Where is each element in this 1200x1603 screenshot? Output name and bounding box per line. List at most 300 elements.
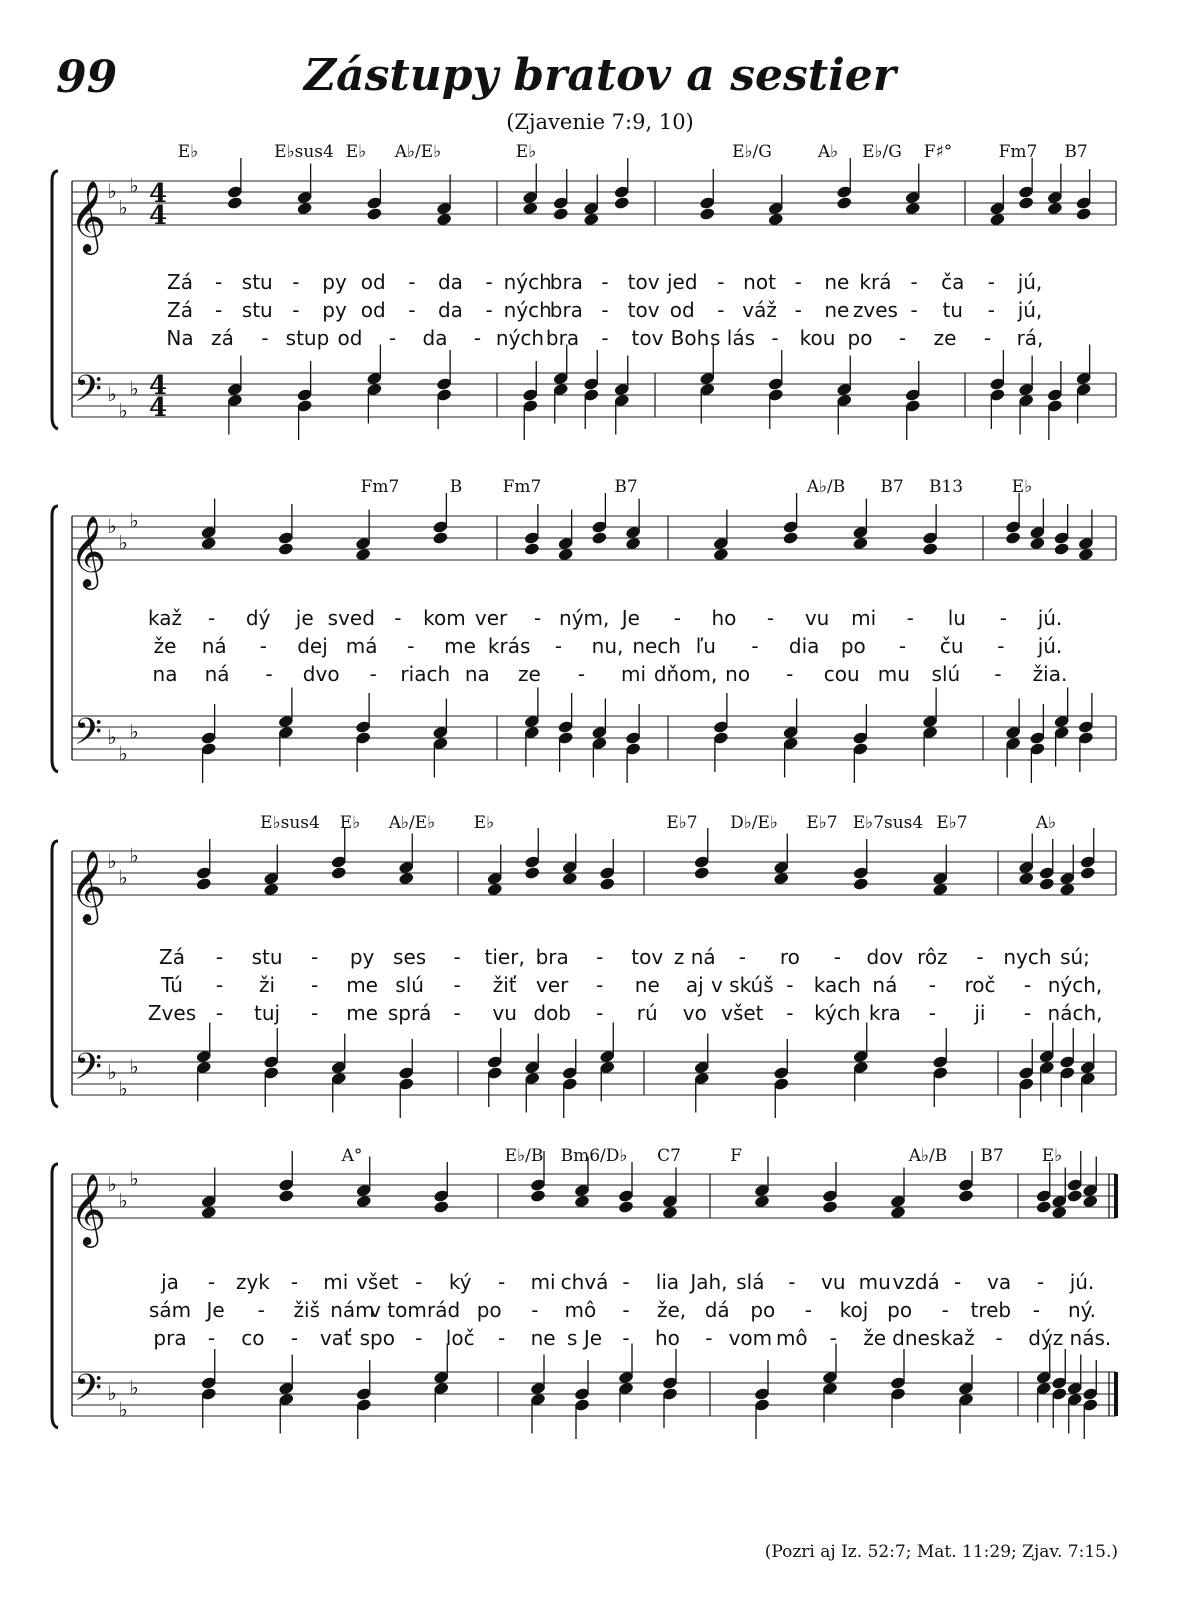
system-2-verse-3-syllable: - [369, 662, 377, 686]
system-1-verse-1-syllable: Zá [167, 270, 193, 294]
system-4-verse-3-syllable: loč [445, 1326, 475, 1350]
system-2-verse-1-syllable: dý [245, 606, 271, 630]
system-2-verse-3-syllable: na [152, 662, 178, 686]
system-2-chord-symbol: E♭ [1011, 477, 1033, 497]
system-3-verse-2-syllable: v skúš [710, 973, 774, 997]
system-1-treble-notehead [366, 207, 383, 221]
system-1-key-flat-icon: ♭ [129, 376, 139, 401]
system-1-bass-clef-icon: 𝄢 [73, 368, 103, 419]
system-3-verse-1-syllable: py [349, 945, 375, 969]
system-4-chord-symbol: A♭/B [908, 1146, 948, 1166]
system-2-treble-notehead [922, 542, 939, 556]
system-1-treble-notehead [1075, 207, 1092, 221]
system-2-verse-3-syllable: riach [400, 662, 451, 686]
system-4-treble-notehead [278, 1189, 295, 1203]
system-1-verse-1-syllable: od [360, 270, 386, 294]
system-4-verse-3-syllable: že [863, 1326, 887, 1350]
system-4-verse-3-syllable: dý [1028, 1326, 1053, 1350]
system-4-verse-3-syllable: co [241, 1326, 265, 1350]
system-3-verse-2-syllable: roč [964, 973, 996, 997]
system-2-verse-3-syllable: na [464, 662, 490, 686]
system-2-verse-2-syllable: - [407, 634, 415, 658]
system-3-verse-3-syllable: Zves [147, 1001, 197, 1025]
system-4-verse-1-syllable: - [788, 1270, 796, 1294]
system-2-key-flat-icon: ♭ [107, 514, 117, 538]
system-3-chord-symbol: E♭sus4 [260, 813, 320, 833]
system-1-verse-1-syllable: ných [503, 270, 552, 294]
system-2-treble-notehead [1005, 531, 1022, 545]
system-1-verse-1-syllable: - [601, 270, 609, 294]
system-1-verse-3-syllable: stup [285, 326, 330, 350]
system-4-verse-1-syllable: - [415, 1270, 423, 1294]
system-2-chord-symbol: A♭/B [806, 477, 846, 497]
system-3-verse-3-syllable: kých [814, 1001, 861, 1025]
system-1-verse-2-syllable: - [910, 298, 918, 322]
system-3-verse-3-syllable: me [346, 1001, 379, 1025]
system-4-verse-2-syllable: - [804, 1298, 813, 1322]
system-3-verse-2-syllable: žiť [492, 973, 517, 997]
system-2-verse-2-syllable: nech [632, 634, 681, 658]
system-1-time-signature-bottom: 4 [148, 201, 168, 231]
system-2-verse-3-syllable: žia. [1032, 662, 1068, 686]
system-2-verse-1-syllable: vu [804, 606, 830, 630]
system-1-time-signature-bottom: 4 [148, 393, 168, 423]
system-4-verse-3-syllable: dnes [892, 1326, 941, 1350]
system-1-verse-3-syllable: Boh [670, 326, 710, 350]
system-2-verse-3-syllable: - [786, 662, 794, 686]
system-4-verse-3-syllable: mô [775, 1326, 808, 1350]
system-3-verse-1-syllable: stu [251, 945, 283, 969]
system-4-chord-symbol: E♭/B [504, 1146, 544, 1166]
system-4-verse-1-syllable: ja [161, 1270, 179, 1294]
system-3-verse-1-syllable: - [976, 945, 984, 969]
system-3-verse-1-syllable: - [833, 945, 841, 969]
system-4-verse-1-syllable: - [498, 1270, 506, 1294]
hymn-number: 99 [56, 52, 118, 103]
system-4-verse-2-syllable: koj [839, 1298, 869, 1322]
system-3-verse-2-syllable: Tú [161, 973, 183, 997]
system-3-bass-clef-icon: 𝄢 [73, 1046, 103, 1097]
system-1-verse-2-syllable: bra [549, 298, 583, 322]
system-3-verse-2-syllable: - [215, 973, 224, 997]
system-4-verse-1-syllable: mi [323, 1270, 349, 1294]
system-4-chord-symbol: Bm6/D♭ [560, 1146, 628, 1166]
system-2-verse-1-syllable: - [207, 606, 216, 630]
system-2-verse-3-syllable: mu [877, 662, 910, 686]
system-3-verse-2-syllable: slú [395, 973, 424, 997]
system-2-bass-clef-icon: 𝄢 [73, 711, 103, 762]
system-1-treble-notehead [227, 196, 244, 210]
system-4-verse-2-syllable: dá [704, 1298, 730, 1322]
system-3-verse-3-syllable: ji [974, 1001, 986, 1025]
system-2-treble-notehead [591, 531, 608, 545]
system-2-chord-symbol: B [449, 477, 463, 497]
system-4-treble-notehead [1066, 1189, 1083, 1203]
system-4-verse-2-syllable: sám [148, 1298, 192, 1322]
system-3-treble-notehead [1038, 877, 1055, 891]
system-2-treble-notehead [782, 531, 799, 545]
system-1-verse-2-syllable: jú, [1017, 298, 1043, 322]
system-1-verse-2-syllable: ných [503, 298, 552, 322]
system-1-verse-3-syllable: bra [545, 326, 580, 350]
system-1-verse-2-syllable: py [322, 298, 347, 322]
system-1-verse-2-syllable: Zá [167, 298, 193, 322]
system-1-chord-symbol: A♭ [817, 142, 839, 162]
system-2-treble-notehead [278, 542, 295, 556]
system-2-treble-notehead [1053, 542, 1070, 556]
system-3-verse-3-syllable: vo [682, 1001, 707, 1025]
system-2-verse-1-syllable: - [534, 606, 542, 630]
system-2-verse-2-syllable: - [997, 634, 1005, 658]
system-3-verse-3-syllable: - [215, 1001, 224, 1025]
system-1-chord-symbol: B7 [1064, 142, 1088, 162]
system-2-key-flat-icon: ♭ [129, 719, 139, 744]
system-3-verse-3-syllable: - [453, 1001, 461, 1025]
system-1-chord-symbol: E♭/G [862, 142, 902, 162]
system-1-chord-symbol: E♭ [345, 142, 367, 162]
system-1-verse-1-syllable: jed [666, 270, 698, 294]
system-4-treble-clef-icon: 𝄞 [69, 1172, 107, 1245]
system-3-verse-3-syllable: nách, [1047, 1001, 1103, 1025]
system-4-verse-3-syllable: ho [654, 1326, 680, 1350]
system-3-chord-symbol: E♭7sus4 [852, 813, 924, 833]
system-3-verse-1-syllable: sú; [1060, 945, 1090, 969]
system-4-treble-notehead [530, 1189, 547, 1203]
system-3-verse-2-syllable: aj [685, 973, 704, 997]
system-2-key-flat-icon: ♭ [118, 530, 128, 555]
system-4-verse-3-syllable: - [207, 1326, 216, 1350]
system-4-key-flat-icon: ♭ [107, 1381, 117, 1405]
system-4-verse-1-syllable: vu [821, 1270, 846, 1294]
system-2-verse-1-syllable: kom [423, 606, 466, 630]
system-3-verse-2-syllable: ných, [1047, 973, 1103, 997]
system-2-verse-2-syllable: me [444, 634, 476, 658]
system-1-verse-2-syllable: zves [852, 298, 898, 322]
system-2-chord-symbol: B7 [880, 477, 904, 497]
system-4-verse-2-syllable: po [887, 1298, 913, 1322]
system-2-verse-3-syllable: - [577, 662, 586, 686]
system-3-verse-2-syllable: ná [872, 973, 898, 997]
system-1-verse-1-syllable: da [437, 270, 463, 294]
system-3-verse-3-syllable: - [928, 1001, 937, 1025]
system-1-verse-3-syllable: od [337, 326, 363, 350]
system-3-verse-2-syllable: ne [634, 973, 660, 997]
system-1-verse-2-syllable: - [987, 298, 995, 322]
system-1-verse-3-syllable: rá, [1016, 326, 1044, 350]
system-1-verse-1-syllable: - [987, 270, 995, 294]
system-1-chord-symbol: A♭/E♭ [394, 142, 442, 162]
system-3-verse-2-syllable: - [453, 973, 461, 997]
system-1-verse-3-syllable: ných [495, 326, 545, 350]
system-1-treble-notehead [1018, 196, 1035, 210]
system-1-treble-notehead [699, 207, 716, 221]
system-1-chord-symbol: E♭ [515, 142, 537, 162]
system-2-chord-symbol: B7 [614, 477, 638, 497]
system-1-treble-notehead [836, 196, 853, 210]
system-2-treble-notehead [524, 542, 541, 556]
system-2-verse-2-syllable: jú. [1037, 634, 1063, 658]
system-1-verse-2-syllable: od [669, 298, 695, 322]
system-4-verse-3-syllable: - [415, 1326, 423, 1350]
system-2-verse-3-syllable: ná [204, 662, 230, 686]
system-2-chord-symbol: Fm7 [360, 477, 400, 497]
system-2-verse-3-syllable: slú [931, 662, 961, 686]
system-4-verse-2-syllable: Je [206, 1298, 225, 1322]
system-4-verse-2-syllable: treb [970, 1298, 1012, 1322]
system-4-verse-1-syllable: - [1036, 1270, 1045, 1294]
system-3-verse-1-syllable: tov [631, 945, 664, 969]
system-1-key-flat-icon: ♭ [107, 382, 117, 406]
system-1-time-signature-top: 4 [148, 179, 168, 209]
system-1-key-flat-icon: ♭ [107, 179, 117, 203]
system-4-verse-1-syllable: va [987, 1270, 1012, 1294]
system-1-verse-3-syllable: ze [933, 326, 957, 350]
system-2-verse-3-syllable: - [994, 662, 1002, 686]
system-1-verse-3-syllable: - [771, 326, 779, 350]
system-2-verse-2-syllable: - [554, 634, 562, 658]
system-1-verse-1-syllable: ne [824, 270, 850, 294]
system-2-verse-1-syllable: - [906, 606, 914, 630]
system-1-brace [52, 171, 58, 429]
system-3-chord-symbol: E♭ [339, 813, 361, 833]
system-4-verse-2-syllable: - [622, 1298, 630, 1322]
system-1-verse-2-syllable: - [794, 298, 802, 322]
system-3-verse-1-syllable: dov [866, 945, 904, 969]
system-4-verse-3-syllable: z nás. [1052, 1326, 1112, 1350]
system-2-key-flat-icon: ♭ [107, 725, 117, 749]
system-2-verse-2-syllable: - [751, 634, 759, 658]
system-1-verse-2-syllable: od [360, 298, 386, 322]
system-3-verse-1-syllable: - [215, 945, 224, 969]
system-1-verse-3-syllable: - [473, 326, 482, 350]
system-2-verse-1-syllable: - [999, 606, 1008, 630]
system-3-verse-3-syllable: rú [636, 1001, 658, 1025]
system-3-verse-2-syllable: ži [259, 973, 276, 997]
system-2-verse-1-syllable: ným, [559, 606, 610, 630]
system-3-verse-3-syllable: sprá [387, 1001, 432, 1025]
system-4-verse-3-syllable: - [498, 1326, 506, 1350]
system-3-verse-1-syllable: - [310, 945, 319, 969]
system-1-verse-3-syllable: s lás [709, 326, 756, 350]
system-1-verse-3-syllable: - [983, 326, 992, 350]
system-4-treble-notehead [618, 1200, 635, 1214]
system-1-verse-3-syllable: tov [631, 326, 664, 350]
system-3-treble-clef-icon: 𝄞 [69, 849, 107, 922]
system-4-verse-3-syllable: ne [530, 1326, 556, 1350]
system-1-chord-symbol: E♭ [177, 142, 199, 162]
system-2-verse-2-syllable: ná [201, 634, 227, 658]
system-3-verse-1-syllable: tier, [484, 945, 525, 969]
system-2-verse-2-syllable: ľu [695, 634, 716, 658]
system-3-verse-2-syllable: - [310, 973, 319, 997]
system-3-chord-symbol: A♭ [1035, 813, 1057, 833]
system-1-verse-1-syllable: - [717, 270, 725, 294]
system-1-verse-2-syllable: - [215, 298, 223, 322]
system-3-verse-1-syllable: z ná [673, 945, 716, 969]
system-4-verse-2-syllable: žiš [293, 1298, 321, 1322]
system-4-key-flat-icon: ♭ [118, 1397, 128, 1422]
system-1-verse-1-syllable: stu [241, 270, 273, 294]
system-4-verse-3-syllable: pra [153, 1326, 187, 1350]
system-1-verse-2-syllable: tov [627, 298, 660, 322]
system-3-key-flat-icon: ♭ [118, 865, 128, 890]
system-4-verse-1-syllable: - [290, 1270, 298, 1294]
system-4-brace [52, 1164, 58, 1428]
system-3-chord-symbol: E♭7 [806, 813, 838, 833]
system-4-verse-3-syllable: vom [728, 1326, 773, 1350]
system-3-verse-3-syllable: - [1023, 1001, 1032, 1025]
system-3-treble-notehead [195, 877, 212, 891]
system-3-key-flat-icon: ♭ [107, 1060, 117, 1084]
system-4-verse-1-syllable: - [207, 1270, 216, 1294]
system-1-key-flat-icon: ♭ [118, 195, 128, 220]
system-4-verse-1-syllable: Jah, [690, 1270, 728, 1294]
system-2-verse-2-syllable: krás [487, 634, 531, 658]
system-1-treble-notehead [613, 196, 630, 210]
system-3-key-flat-icon: ♭ [129, 843, 139, 868]
system-1-verse-1-syllable: py [322, 270, 347, 294]
system-2-verse-3-syllable: no [725, 662, 751, 686]
system-2-treble-clef-icon: 𝄞 [69, 514, 107, 587]
system-1-chord-symbol: Fm7 [998, 142, 1038, 162]
system-1-verse-3-syllable: po [847, 326, 873, 350]
system-2-verse-3-syllable: dvo [302, 662, 340, 686]
system-1-verse-2-syllable: váž [742, 298, 777, 322]
system-4-verse-3-syllable: vať [319, 1326, 352, 1350]
system-1-verse-3-syllable: kou [799, 326, 836, 350]
system-2-verse-3-syllable: dňom, [653, 662, 718, 686]
system-3-key-flat-icon: ♭ [129, 1054, 139, 1079]
system-3-treble-notehead [524, 866, 541, 880]
system-1-verse-1-syllable: bra [549, 270, 583, 294]
system-1-verse-1-syllable: - [215, 270, 223, 294]
system-3-chord-symbol: E♭7 [666, 813, 698, 833]
system-2-verse-2-syllable: že [153, 634, 177, 658]
system-2-verse-2-syllable: nu, [591, 634, 624, 658]
system-2-verse-1-syllable: lu [947, 606, 966, 630]
system-4-treble-notehead [433, 1200, 450, 1214]
system-3-chord-symbol: E♭7 [936, 813, 968, 833]
system-2-verse-2-syllable: - [259, 634, 267, 658]
system-4-verse-2-syllable: ný. [1067, 1298, 1097, 1322]
system-2-chord-symbol: Fm7 [502, 477, 542, 497]
system-4-verse-3-syllable: - [829, 1326, 837, 1350]
system-1-chord-symbol: E♭sus4 [274, 142, 334, 162]
system-4-verse-2-syllable: - [941, 1298, 949, 1322]
system-1-verse-2-syllable: - [485, 298, 493, 322]
system-2-verse-2-syllable: po [840, 634, 866, 658]
system-4-verse-1-syllable: slá [736, 1270, 765, 1294]
system-3-verse-2-syllable: kach [813, 973, 861, 997]
system-4-verse-3-syllable: - [290, 1326, 298, 1350]
system-2-verse-1-syllable: - [394, 606, 402, 630]
system-2-verse-1-syllable: sved [327, 606, 375, 630]
system-3-verse-3-syllable: dob [533, 1001, 572, 1025]
system-4-key-flat-icon: ♭ [129, 1166, 139, 1191]
system-3-chord-symbol: A♭/E♭ [388, 813, 436, 833]
system-4-verse-1-syllable: - [954, 1270, 962, 1294]
system-3-verse-2-syllable: ver [536, 973, 569, 997]
system-1-chord-symbol: F♯° [923, 142, 953, 162]
system-3-verse-2-syllable: - [786, 973, 794, 997]
system-2-verse-1-syllable: je [295, 606, 314, 630]
system-1-verse-2-syllable: - [292, 298, 300, 322]
system-2-brace [52, 506, 58, 772]
system-4-verse-3-syllable: spo [359, 1326, 395, 1350]
system-3-chord-symbol: E♭ [473, 813, 495, 833]
system-1-verse-3-syllable: - [898, 326, 907, 350]
system-3-key-flat-icon: ♭ [118, 1076, 128, 1101]
system-2-verse-1-syllable: mi [851, 606, 877, 630]
system-2-verse-2-syllable: ču [939, 634, 964, 658]
system-4-verse-2-syllable: mô [564, 1298, 597, 1322]
system-4-chord-symbol: C7 [657, 1146, 681, 1166]
system-1-verse-2-syllable: - [717, 298, 725, 322]
system-3-verse-2-syllable: - [928, 973, 937, 997]
system-1-verse-2-syllable: - [408, 298, 416, 322]
system-4-verse-1-syllable: mi [530, 1270, 556, 1294]
system-1-verse-3-syllable: - [601, 326, 609, 350]
system-4-chord-symbol: B7 [980, 1146, 1004, 1166]
system-3-verse-1-syllable: Zá [159, 945, 185, 969]
system-1-verse-1-syllable: not [743, 270, 776, 294]
system-3-treble-notehead [599, 877, 616, 891]
system-4-treble-notehead [822, 1200, 839, 1214]
system-3-verse-3-syllable: vu [492, 1001, 517, 1025]
system-2-verse-3-syllable: ze [518, 662, 541, 686]
system-4-verse-1-syllable: mu [858, 1270, 891, 1294]
system-2-treble-notehead [432, 531, 449, 545]
system-3-verse-3-syllable: kra [868, 1001, 901, 1025]
system-1-verse-3-syllable: - [261, 326, 269, 350]
system-4-verse-1-syllable: všet [356, 1270, 399, 1294]
system-1-verse-3-syllable: da [422, 326, 448, 350]
system-4-chord-symbol: A° [341, 1146, 363, 1166]
system-3-verse-1-syllable: - [738, 945, 746, 969]
system-1-verse-1-syllable: tov [627, 270, 660, 294]
system-1-verse-3-syllable: zá [211, 326, 234, 350]
system-1-verse-1-syllable: - [292, 270, 300, 294]
system-2-verse-3-syllable: cou [823, 662, 860, 686]
system-4-verse-1-syllable: vzdá [892, 1270, 940, 1294]
system-1-verse-3-syllable: - [388, 326, 397, 350]
system-3-verse-2-syllable: - [596, 973, 604, 997]
system-1-time-signature-top: 4 [148, 371, 168, 401]
system-4-treble-notehead [958, 1189, 975, 1203]
system-4-verse-1-syllable: ký [448, 1270, 472, 1294]
system-3-brace [52, 841, 58, 1107]
system-2-verse-3-syllable: - [265, 662, 273, 686]
system-2-verse-2-syllable: dia [788, 634, 820, 658]
system-3-verse-1-syllable: nych [1003, 945, 1052, 969]
system-1-verse-1-syllable: - [794, 270, 802, 294]
system-3-verse-1-syllable: - [453, 945, 461, 969]
system-2-verse-1-syllable: ho [711, 606, 737, 630]
system-3-verse-3-syllable: - [786, 1001, 794, 1025]
system-2-verse-1-syllable: Je [621, 606, 640, 630]
system-2-verse-2-syllable: dej [297, 634, 328, 658]
system-3-verse-3-syllable: všet [721, 1001, 764, 1025]
system-4-verse-2-syllable: nám [330, 1298, 375, 1322]
system-1-treble-notehead [552, 207, 569, 221]
system-3-verse-1-syllable: ses [393, 945, 427, 969]
system-1-verse-1-syllable: jú, [1017, 270, 1043, 294]
system-2-verse-1-syllable: - [766, 606, 775, 630]
system-1-verse-2-syllable: - [601, 298, 609, 322]
system-4-verse-3-syllable: s Je [567, 1326, 603, 1350]
system-4-verse-2-syllable: po [476, 1298, 502, 1322]
system-1-verse-3-syllable: Na [166, 326, 194, 350]
